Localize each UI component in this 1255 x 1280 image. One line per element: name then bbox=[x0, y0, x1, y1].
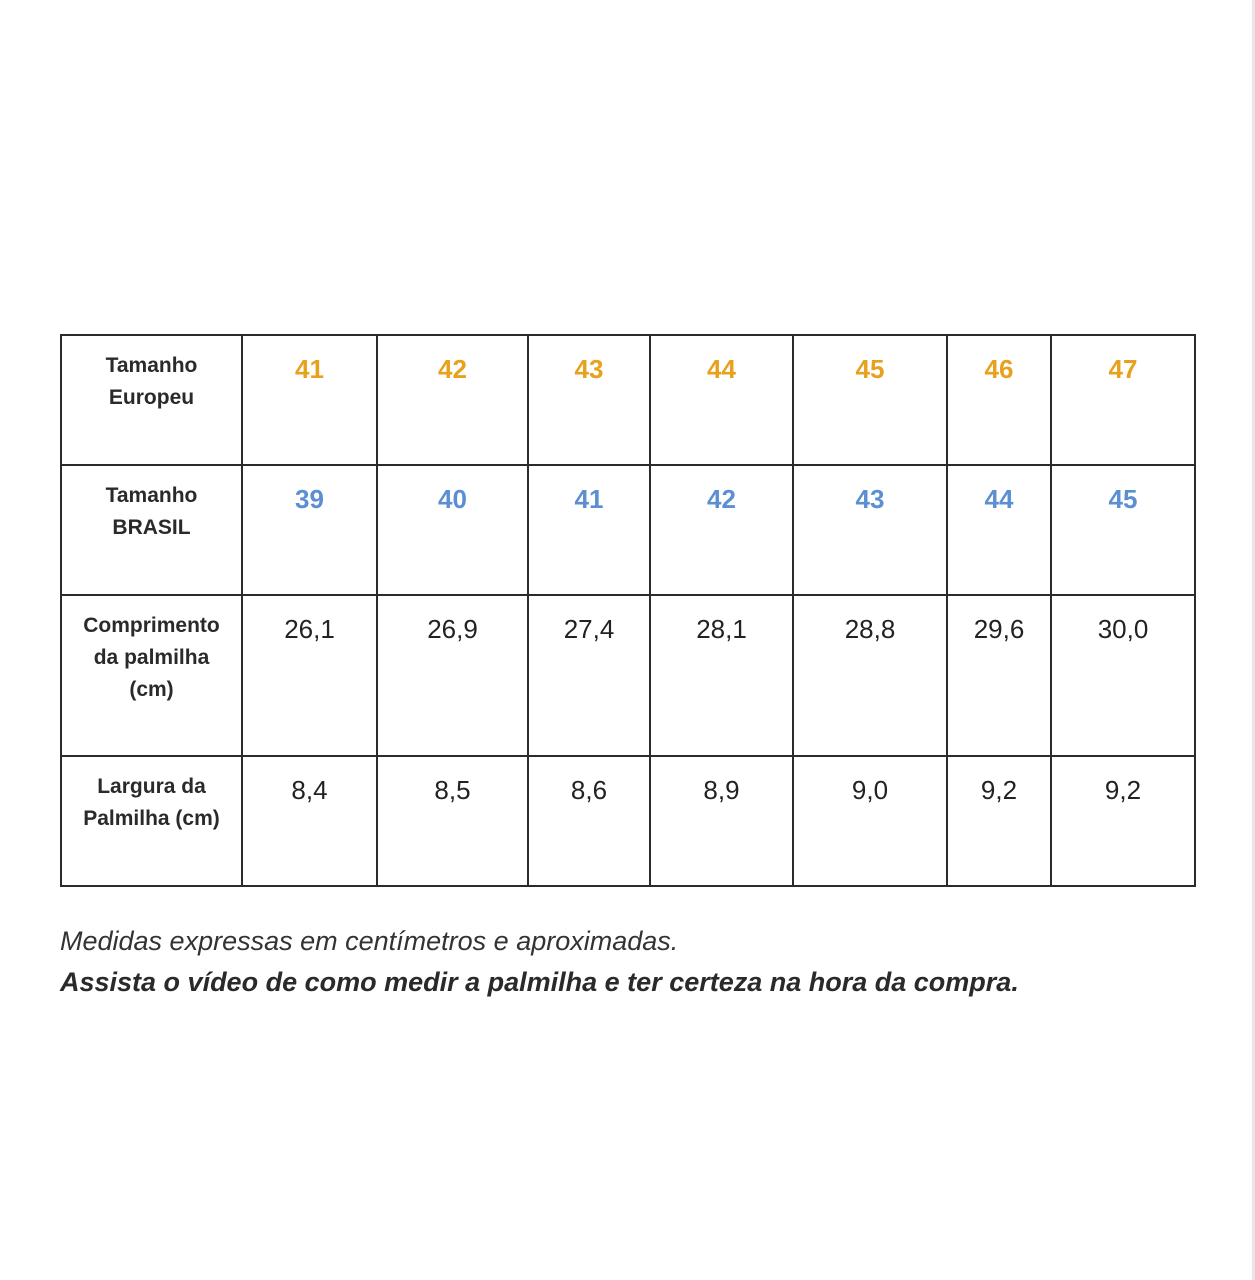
insole-length-cell: 28,1 bbox=[650, 595, 793, 756]
insole-width-cell: 8,4 bbox=[242, 756, 377, 886]
insole-length-cell: 30,0 bbox=[1051, 595, 1195, 756]
european-size-cell: 41 bbox=[242, 335, 377, 465]
video-instruction-note: Assista o vídeo de como medir a palmilha e ter certeza na hora da compra. bbox=[60, 967, 1019, 997]
insole-width-cell: 9,0 bbox=[793, 756, 947, 886]
brazil-size-cell: 41 bbox=[528, 465, 650, 595]
measurement-note: Medidas expressas em centímetros e aproximadas. bbox=[60, 926, 679, 956]
size-chart-table bbox=[60, 334, 1196, 887]
european-size-cell: 43 bbox=[528, 335, 650, 465]
insole-length-cell: 27,4 bbox=[528, 595, 650, 756]
insole-length-cell: 28,8 bbox=[793, 595, 947, 756]
label-line: Comprimento bbox=[83, 614, 220, 637]
insole-width-cell: 9,2 bbox=[947, 756, 1051, 886]
row-insole-length bbox=[61, 595, 1195, 756]
insole-length-cell: 26,1 bbox=[242, 595, 377, 756]
label-line: da palmilha bbox=[93, 646, 210, 669]
label-line: Palmilha (cm) bbox=[83, 807, 220, 830]
insole-width-cell: 8,6 bbox=[528, 756, 650, 886]
label-line: (cm) bbox=[129, 678, 174, 701]
european-size-cell: 46 bbox=[947, 335, 1051, 465]
label-line: BRASIL bbox=[112, 516, 191, 539]
row-label-european-size bbox=[61, 335, 242, 465]
row-european-size bbox=[61, 335, 1195, 465]
brazil-size-cell: 45 bbox=[1051, 465, 1195, 595]
brazil-size-cell: 44 bbox=[947, 465, 1051, 595]
row-insole-width bbox=[61, 756, 1195, 886]
european-size-cell: 42 bbox=[377, 335, 528, 465]
brazil-size-cell: 43 bbox=[793, 465, 947, 595]
label-line: Europeu bbox=[108, 386, 195, 409]
row-label-insole-width bbox=[61, 756, 242, 886]
european-size-cell: 45 bbox=[793, 335, 947, 465]
label-line: Tamanho bbox=[105, 484, 198, 507]
insole-width-cell: 9,2 bbox=[1051, 756, 1195, 886]
row-label-insole-length bbox=[61, 595, 242, 756]
insole-length-cell: 26,9 bbox=[377, 595, 528, 756]
row-label-brazil-size bbox=[61, 465, 242, 595]
brazil-size-cell: 42 bbox=[650, 465, 793, 595]
european-size-cell: 47 bbox=[1051, 335, 1195, 465]
row-brazil-size bbox=[61, 465, 1195, 595]
brazil-size-cell: 40 bbox=[377, 465, 528, 595]
label-line: Largura da bbox=[97, 775, 206, 798]
label-line: Tamanho bbox=[105, 354, 198, 377]
insole-width-cell: 8,9 bbox=[650, 756, 793, 886]
european-size-cell: 44 bbox=[650, 335, 793, 465]
brazil-size-cell: 39 bbox=[242, 465, 377, 595]
insole-width-cell: 8,5 bbox=[377, 756, 528, 886]
insole-length-cell: 29,6 bbox=[947, 595, 1051, 756]
